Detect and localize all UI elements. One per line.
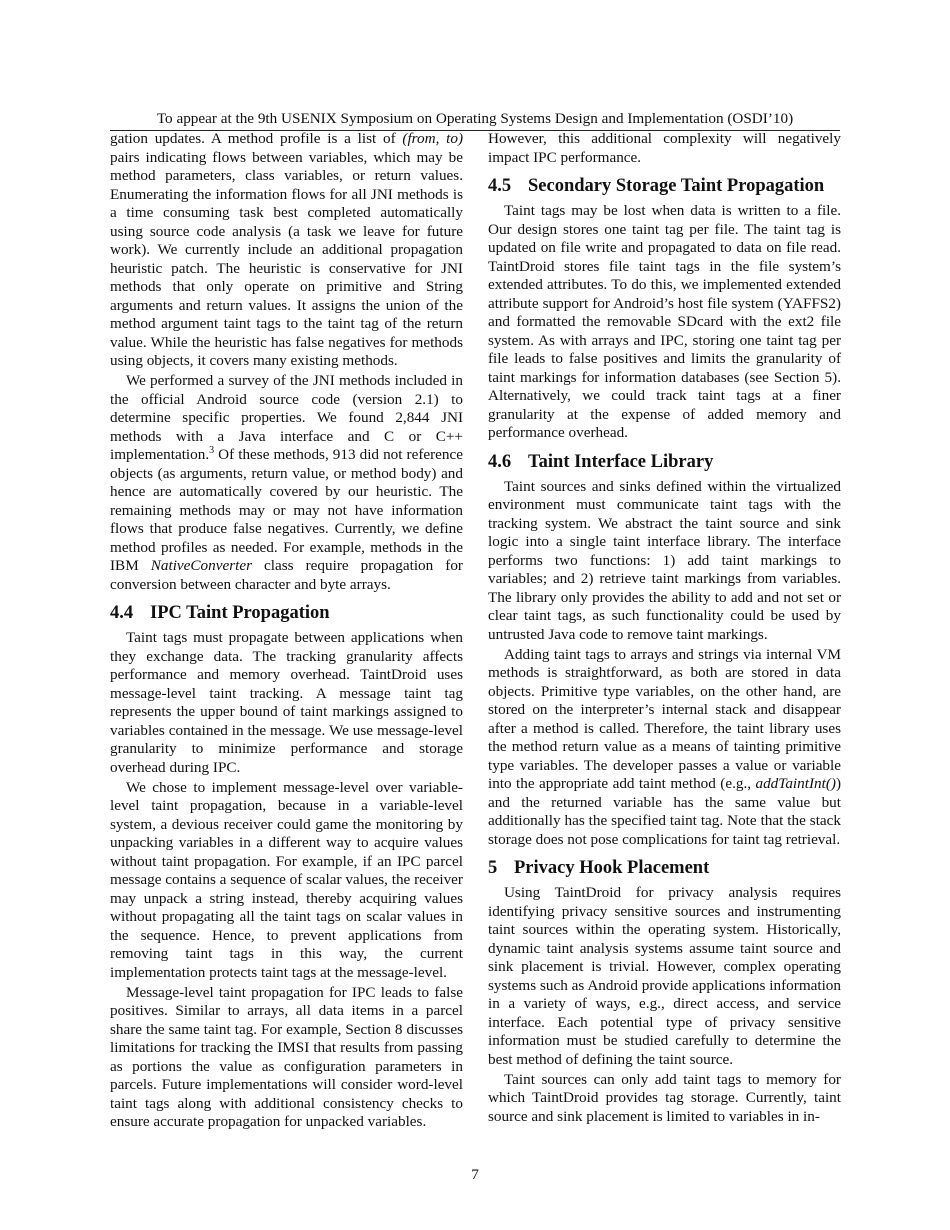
paragraph-jni-survey bbox=[110, 372, 463, 594]
text: Adding taint tags to arrays and strings via internal VM methods is straightforward, as both are stored in data objects. Primitive type variables, on the other hand, are stored on the interpreter’s internal stack and disappear after a method is called. Therefore, the taint library uses the method return value as a means of tainting primitive type variables. The developer passes a value or variable into the appropriate add taint method (e.g., bbox=[488, 645, 841, 792]
section-heading-5 bbox=[488, 857, 841, 879]
paragraph-jni-profiles bbox=[110, 130, 463, 371]
section-heading-4-5 bbox=[488, 175, 841, 197]
paragraph-storage: Taint tags may be lost when data is written to a file. Our design stores one taint tag per file. The taint tag is updated on file write and propagated to data on file read. TaintDroid stores file taint tags in the file system’s extended attributes. To do this, we implemented extended attribute support for Android’s host file system (YAFFS2) and formatted the removable SDcard with the ext2 file system. As with arrays and IPC, storing one taint tag per file leads to false positives and limits the granularity of taint markings for information databases (see Section 5). Alternatively, we could track taint tags at a finer granularity at the expense of added memory and performance overhead. bbox=[488, 202, 841, 441]
paragraph-taint-sources: Taint sources can only add taint tags to memory for which TaintDroid provides tag storage. Currently, taint source and sink placement is limited to variables in in- bbox=[488, 1070, 841, 1125]
section-heading-4-6 bbox=[488, 451, 841, 473]
section-title: Taint Interface Library bbox=[528, 451, 714, 472]
math-from-to: (from, to) bbox=[402, 130, 463, 147]
section-number: 4.5 bbox=[488, 176, 512, 196]
class-name: NativeConverter bbox=[150, 557, 252, 574]
section-title: IPC Taint Propagation bbox=[150, 603, 330, 623]
section-number: 4.6 bbox=[488, 451, 512, 472]
section-number: 5 bbox=[488, 858, 498, 878]
footnote-marker[interactable]: 3 bbox=[209, 444, 215, 456]
text: Of these methods, 913 did not reference objects (as arguments, return value, or method body) and hence are automatically covered by our heuristic. The remaining methods may or may not have information flows that produce false negatives. Currently, we define method profiles as needed. For example, methods in the IBM bbox=[110, 446, 463, 574]
paragraph-ipc-message-level: We chose to implement message-level over variable-level taint propagation, because in a variable-level system, a devious receiver could game the monitoring by unpacking variables in a different way to acquire values without taint propagation. For example, if an IPC parcel message contains a sequence of scalar values, the receiver may unpack a string instead, thereby acquiring values without propagating all the taint tags on scalar values in the sequence. Hence, to prevent applications from removing taint tags in this way, the current implementation protects taint tags at the message-level. bbox=[110, 778, 463, 981]
section-number: 4.4 bbox=[110, 603, 134, 623]
section-title: Secondary Storage Taint Propagation bbox=[528, 176, 825, 196]
page-number: 7 bbox=[471, 1166, 479, 1183]
paragraph-ipc-false-positives: Message-level taint propagation for IPC leads to false positives. Similar to arrays, all data items in a parcel share the same taint tag. For example, Section 8 discusses limitations for tracking the IMSI that results from passing as portions the value as configuration parameters in parcels. Future implementations will consider word-level taint tags along with additional consistency checks to ensure accurate propagation for unpacked variables. bbox=[110, 983, 463, 1130]
text: class require propagation for conversion between character and byte arrays. bbox=[110, 557, 463, 593]
paragraph-interface-library: Taint sources and sinks defined within the virtualized environment must communicate taint tags with the tracking system. We abstract the taint source and sink logic into a single taint interface library. The interface performs two functions: 1) add taint markings to variables; and 2) retrieve taint markings from variables. The library only provides the ability to add and not set or clear taint tags, as such functionality could be used by untrusted Java code to remove taint markings. bbox=[488, 477, 841, 643]
paragraph-ipc-intro: Taint tags must propagate between applications when they exchange data. The tracking granularity affects performance and memory overhead. TaintDroid uses message-level taint tracking. A message taint tag represents the upper bound of taint markings assigned to variables contained in the message. We use message-level granularity to minimize performance and storage overhead during IPC. bbox=[110, 629, 463, 776]
text: We performed a survey of the JNI methods included in the official Android source code (version 2.1) to determine specific properties. We found 2,844 JNI methods with a Java interface and C or C++ implementation. bbox=[110, 372, 463, 463]
left-column bbox=[110, 130, 463, 1132]
method-name: addTaintInt() bbox=[755, 775, 836, 792]
paragraph-ipc-continued: However, this additional complexity will negatively impact IPC performance. bbox=[488, 130, 841, 166]
text: gation updates. A method profile is a list of bbox=[110, 130, 403, 147]
text: pairs indicating flows between variables, which may be method parameters, class variables, or return values. Enumerating the information flows for all JNI methods is a time consuming task best completed automatically using source code analysis (a task we leave for future work). We currently include an additional propagation heuristic patch. The heuristic is conservative for JNI methods that only operate on primitive and String arguments and return values. It assigns the union of the method argument taint tags to the taint tag of the return value. While the heuristic has false negatives for methods using objects, it covers many existing methods. bbox=[110, 148, 463, 369]
paragraph-adding-tags bbox=[488, 646, 841, 850]
section-title: Privacy Hook Placement bbox=[514, 858, 710, 878]
running-header: To appear at the 9th USENIX Symposium on Operating Systems Design and Implementation (OSDI’10) bbox=[110, 108, 840, 131]
paragraph-privacy-analysis: Using TaintDroid for privacy analysis requires identifying privacy sensitive sources and instrumenting taint sources within the operating system. Historically, dynamic taint analysis systems assume taint source and sink placement is trivial. However, complex operating systems such as Android provide applications information in a variety of ways, e.g., direct access, and service interface. Each potential type of privacy sensitive information must be studied carefully to determine the best method of defining the taint source. bbox=[488, 884, 841, 1068]
section-heading-4-4 bbox=[110, 602, 463, 624]
text: ) and the returned variable has the same value but additionally has the specified taint tag. Note that the stack storage does not pose complications for taint tag retrieval. bbox=[488, 775, 841, 848]
right-column bbox=[488, 130, 841, 1126]
